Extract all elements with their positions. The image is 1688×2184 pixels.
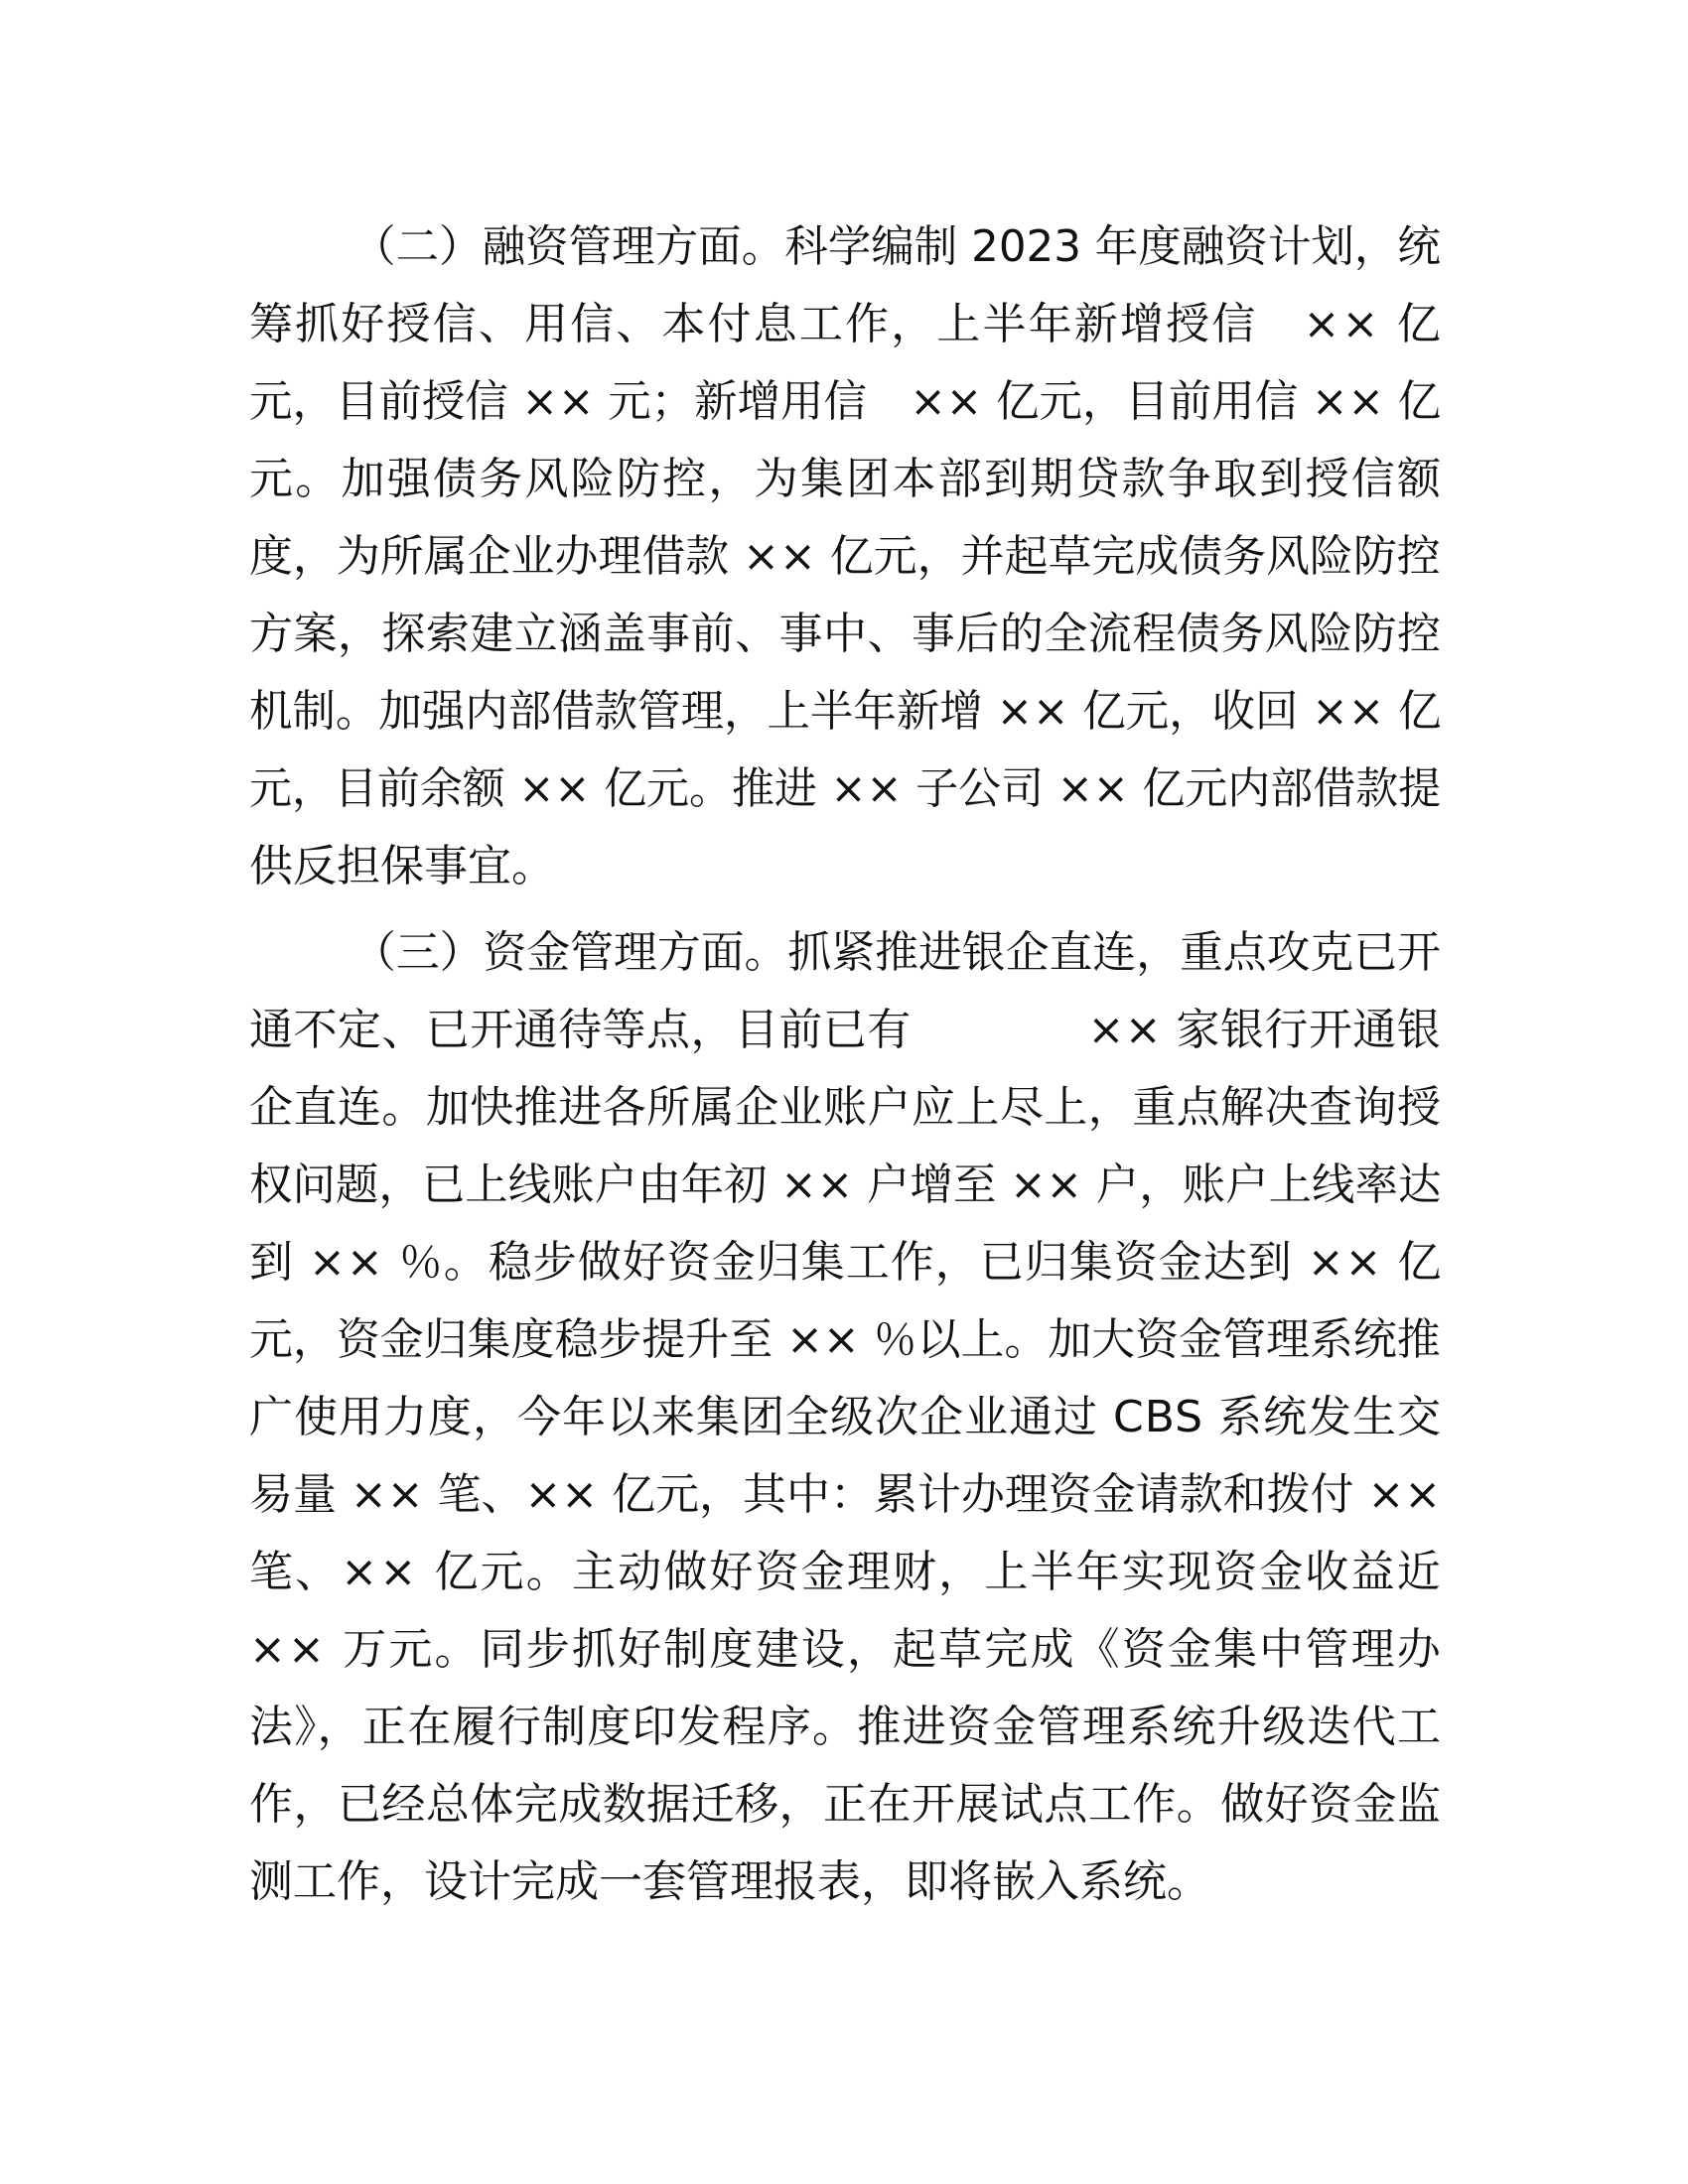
text-line bbox=[249, 208, 1441, 286]
text-line bbox=[249, 441, 1444, 518]
text-line bbox=[249, 1534, 1441, 1611]
text-line-content: 法》，正在履行制度印发程序。推进资金管理系统升级迭代工 bbox=[249, 1702, 1443, 1752]
paragraph-funds-management bbox=[249, 914, 1441, 1921]
text-line-content: 到 ×× ％。稳步做好资金归集工作，已归集资金达到 ×× 亿 bbox=[249, 1237, 1443, 1288]
text-line bbox=[249, 596, 1441, 673]
text-line-content: ×× 万元。同步抓好制度建设，起草完成《资金集中管理办 bbox=[249, 1624, 1443, 1675]
text-line-content: 作，已经总体完成数据迁移，正在开展试点工作。做好资金监 bbox=[249, 1779, 1442, 1830]
text-line bbox=[249, 1843, 1441, 1921]
text-line-content: 权问题，已上线账户由年初 ×× 户增至 ×× 户，账户上线率达 bbox=[249, 1160, 1442, 1210]
text-line bbox=[249, 1069, 1441, 1147]
text-line bbox=[249, 1456, 1441, 1534]
text-line-content: 元，资金归集度稳步提升至 ×× ％以上。加大资金管理系统推 bbox=[249, 1314, 1441, 1365]
text-line-content: 方案，探索建立涵盖事前、事中、事后的全流程债务风险防控 bbox=[249, 609, 1442, 659]
text-line bbox=[249, 1689, 1441, 1766]
text-line-content: 测工作，设计完成一套管理报表，即将嵌入系统。 bbox=[249, 1856, 1210, 1907]
text-line-content: （三）资金管理方面。抓紧推进银企直连，重点攻克已开 bbox=[352, 927, 1441, 978]
text-line-content: （二）融资管理方面。科学编制 2023 年度融资计划，统 bbox=[352, 221, 1441, 272]
text-line bbox=[249, 673, 1441, 751]
text-line bbox=[249, 1379, 1441, 1456]
text-line-content: 元。加强债务风险防控，为集团本部到期贷款争取到授信额 bbox=[249, 454, 1444, 504]
text-line bbox=[249, 751, 1441, 828]
text-line bbox=[249, 518, 1441, 596]
text-line bbox=[249, 1147, 1441, 1224]
text-line bbox=[249, 1611, 1441, 1689]
text-line bbox=[249, 286, 1441, 363]
text-line-content: 机制。加强内部借款管理，上半年新增 ×× 亿元，收回 ×× 亿 bbox=[249, 686, 1442, 737]
text-line-content: 企直连。加快推进各所属企业账户应上尽上，重点解决查询授 bbox=[249, 1082, 1442, 1133]
text-line-content: 元，目前授信 ×× 元；新增用信 ×× 亿元，目前用信 ×× 亿 bbox=[249, 376, 1442, 427]
text-line bbox=[249, 363, 1441, 441]
text-line bbox=[249, 992, 1441, 1069]
paragraph-financing-management bbox=[249, 208, 1444, 905]
text-line-content: 笔、×× 亿元。主动做好资金理财，上半年实现资金收益近 bbox=[249, 1547, 1443, 1597]
text-line bbox=[249, 1224, 1441, 1301]
text-line bbox=[249, 914, 1441, 992]
text-line-content: 广使用力度，今年以来集团全级次企业通过 CBS 系统发生交 bbox=[249, 1392, 1443, 1442]
text-line-content: 通不定、已开通待等点，目前已有 ×× 家银行开通银 bbox=[249, 1005, 1442, 1055]
text-line bbox=[249, 1766, 1441, 1843]
text-line bbox=[249, 1301, 1441, 1379]
text-line bbox=[249, 828, 1441, 905]
text-line-content: 供反担保事宜。 bbox=[249, 841, 555, 891]
text-line-content: 度，为所属企业办理借款 ×× 亿元，并起草完成债务风险防控 bbox=[249, 531, 1441, 582]
text-line-content: 元，目前余额 ×× 亿元。推进 ×× 子公司 ×× 亿元内部借款提 bbox=[249, 763, 1442, 814]
text-line-content: 筹抓好授信、用信、本付息工作，上半年新增授信 ×× 亿 bbox=[249, 299, 1443, 349]
text-line-content: 易量 ×× 笔、×× 亿元，其中：累计办理资金请款和拨付 ×× bbox=[249, 1469, 1442, 1520]
